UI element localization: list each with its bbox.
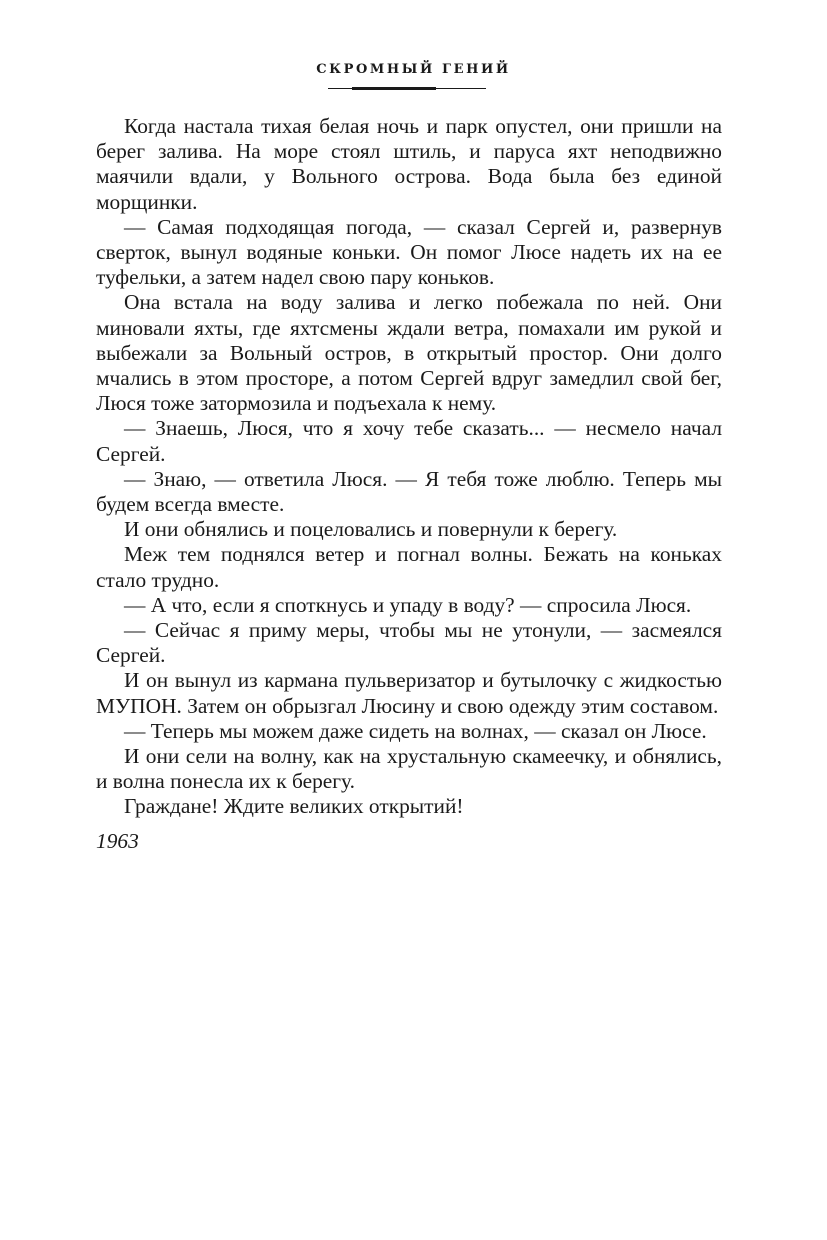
paragraph-7: Меж тем поднялся ветер и погнал волны. Бежать на коньках стало трудно.: [96, 542, 722, 592]
paragraph-5: — Знаю, — ответила Люся. — Я тебя тоже люблю. Теперь мы будем всегда вместе.: [96, 466, 722, 517]
paragraph-6: И они обнялись и поцеловались и повернули к берегу.: [124, 517, 618, 542]
paragraph-1: Когда настала тихая белая ночь и парк опустел, они пришли на берег залива. На море стоял штиль, и паруса яхт неподвижно маячили вдали, у Вольного острова. Вода была без единой морщинки.: [96, 114, 722, 214]
paragraph-10: И он вынул из кармана пульверизатор и бутылочку с жидкостью МУПОН. Затем он обрызгал Люсину и свою одежду этим составом.: [96, 668, 722, 718]
running-title: СКРОМНЫЙ ГЕНИЙ: [316, 62, 511, 77]
year-signature: 1963: [96, 828, 139, 853]
paragraph-13: Граждане! Ждите великих открытий!: [124, 794, 464, 819]
paragraph-12: И они сели на волну, как на хрустальную скамеечку, и обнялись, и волна понесла их к берегу.: [96, 744, 722, 794]
paragraph-11: — Теперь мы можем даже сидеть на волнах, — сказал он Люсе.: [124, 718, 707, 743]
paragraph-2: — Самая подходящая погода, — сказал Сергей и, развернув сверток, вынул водяные коньки. Он помог Люсе надеть их на ее туфельки, а затем надел свою пару коньков.: [96, 214, 722, 290]
paragraph-8: — А что, если я споткнусь и упаду в воду? — спросила Люся.: [124, 592, 692, 617]
paragraph-9: — Сейчас я приму меры, чтобы мы не утонули, — засмеялся Сергей.: [96, 618, 722, 668]
paragraph-3: Она встала на воду залива и легко побежала по ней. Они миновали яхты, где яхтсмены ждали ветра, помахали им рукой и выбежали за Вольный остров, в открытый простор. Они долго мчались в этом просторе, а потом Сергей вдруг замедлил свой бег, Люся тоже затормозила и подъехала к нему.: [96, 290, 722, 416]
header-rule-accent: [352, 87, 436, 90]
story-text: [96, 114, 722, 854]
paragraph-4: — Знаешь, Люся, что я хочу тебе сказать... — несмело начал Сергей.: [96, 416, 722, 466]
